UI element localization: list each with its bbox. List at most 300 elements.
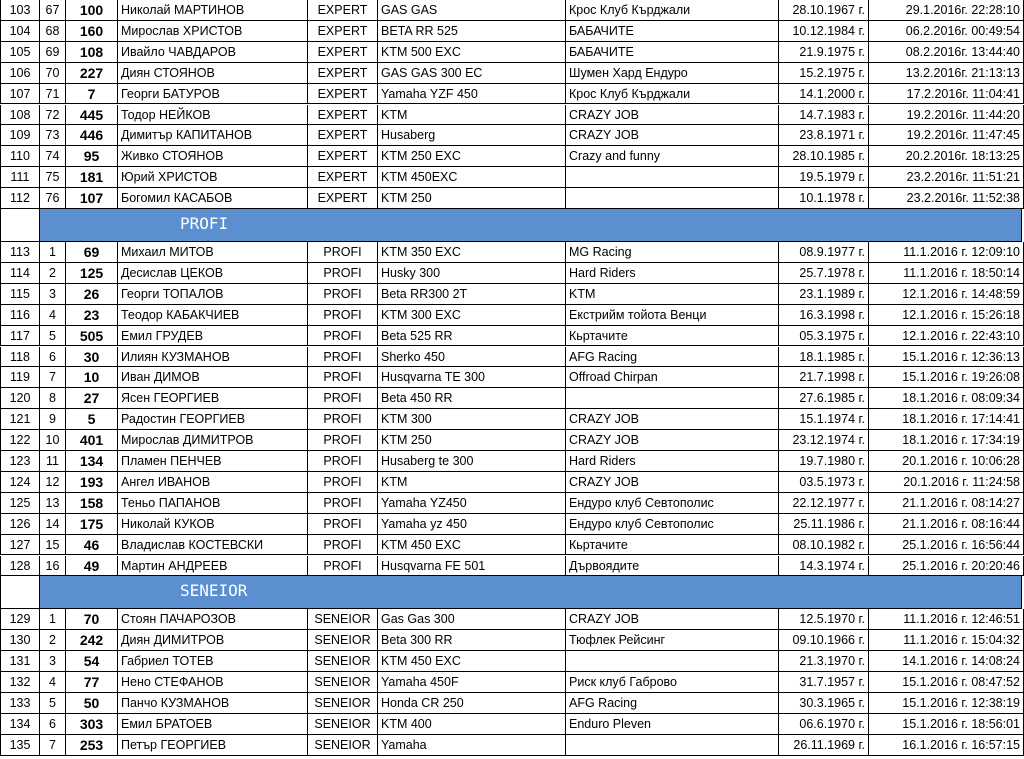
rider-name-cell: Георги ТОПАЛОВ (118, 284, 308, 305)
team-cell (566, 735, 779, 756)
registration-time-cell: 19.2.2016г. 11:47:45 (869, 125, 1024, 146)
rider-name-cell: Диян ДИМИТРОВ (118, 630, 308, 651)
team-cell: Тюфлек Рейсинг (566, 630, 779, 651)
class-name-cell: PROFI (308, 388, 378, 409)
class-position-cell: 1 (40, 609, 66, 630)
class-name-cell: SENEIOR (308, 714, 378, 735)
registration-time-cell: 14.1.2016 г. 14:08:24 (869, 651, 1024, 672)
row-number-cell: 111 (0, 167, 40, 188)
class-name-cell: SENEIOR (308, 735, 378, 756)
row-number-cell: 103 (0, 0, 40, 21)
class-position-cell: 5 (40, 326, 66, 347)
row-number-cell: 132 (0, 672, 40, 693)
class-position-cell: 15 (40, 535, 66, 556)
birth-date-cell: 27.6.1985 г. (779, 388, 869, 409)
team-cell: CRAZY JOB (566, 472, 779, 493)
class-name-cell: PROFI (308, 556, 378, 577)
team-cell: БАБАЧИТЕ (566, 42, 779, 63)
class-position-cell: 68 (40, 21, 66, 42)
team-cell: CRAZY JOB (566, 430, 779, 451)
class-name-cell: SENEIOR (308, 693, 378, 714)
row-number-cell: 110 (0, 146, 40, 167)
birth-date-cell: 31.7.1957 г. (779, 672, 869, 693)
table-row (0, 672, 1024, 693)
motorcycle-cell: Husqvarna FE 501 (378, 556, 566, 577)
motorcycle-cell: KTM 250 (378, 430, 566, 451)
rider-name-cell: Владислав КОСТЕВСКИ (118, 535, 308, 556)
class-name-cell: SENEIOR (308, 630, 378, 651)
team-cell: MG Racing (566, 242, 779, 263)
team-cell: Шумен Хард Ендуро (566, 63, 779, 84)
rider-name-cell: Юрий ХРИСТОВ (118, 167, 308, 188)
start-number-cell: 401 (66, 430, 118, 451)
class-name-cell: PROFI (308, 493, 378, 514)
registration-time-cell: 21.1.2016 г. 08:16:44 (869, 514, 1024, 535)
table-row (0, 0, 1024, 21)
start-number-cell: 95 (66, 146, 118, 167)
registration-time-cell: 06.2.2016г. 00:49:54 (869, 21, 1024, 42)
motorcycle-cell: Honda CR 250 (378, 693, 566, 714)
table-row (0, 430, 1024, 451)
team-cell: БАБАЧИТЕ (566, 21, 779, 42)
row-number-cell: 119 (0, 367, 40, 388)
start-number-cell: 100 (66, 0, 118, 21)
table-row (0, 735, 1024, 756)
motorcycle-cell: Yamaha (378, 735, 566, 756)
class-name-cell: EXPERT (308, 105, 378, 126)
motorcycle-cell: KTM 500 EXC (378, 42, 566, 63)
rider-name-cell: Нено СТЕФАНОВ (118, 672, 308, 693)
start-number-cell: 242 (66, 630, 118, 651)
class-position-cell: 75 (40, 167, 66, 188)
start-number-cell: 26 (66, 284, 118, 305)
rider-name-cell: Михаил МИТОВ (118, 242, 308, 263)
class-name-cell: PROFI (308, 451, 378, 472)
birth-date-cell: 28.10.1967 г. (779, 0, 869, 21)
rider-name-cell: Диян СТОЯНОВ (118, 63, 308, 84)
motorcycle-cell: GAS GAS (378, 0, 566, 21)
section-header-seneior (0, 576, 1024, 609)
start-number-cell: 158 (66, 493, 118, 514)
team-cell: Риск клуб Габрово (566, 672, 779, 693)
rider-name-cell: Емил ГРУДЕВ (118, 326, 308, 347)
birth-date-cell: 15.1.1974 г. (779, 409, 869, 430)
motorcycle-cell: KTM 250 EXC (378, 146, 566, 167)
class-position-cell: 3 (40, 284, 66, 305)
birth-date-cell: 19.5.1979 г. (779, 167, 869, 188)
team-cell: CRAZY JOB (566, 105, 779, 126)
birth-date-cell: 23.1.1989 г. (779, 284, 869, 305)
motorcycle-cell: KTM (378, 105, 566, 126)
table-row (0, 347, 1024, 368)
table-row (0, 556, 1024, 577)
class-position-cell: 76 (40, 188, 66, 209)
registration-time-cell: 23.2.2016г. 11:51:21 (869, 167, 1024, 188)
class-name-cell: PROFI (308, 326, 378, 347)
motorcycle-cell: KTM 250 (378, 188, 566, 209)
rider-name-cell: Теньо ПАПАНОВ (118, 493, 308, 514)
rider-name-cell: Мартин АНДРЕЕВ (118, 556, 308, 577)
rider-name-cell: Габриел ТОТЕВ (118, 651, 308, 672)
start-number-cell: 10 (66, 367, 118, 388)
table-row (0, 388, 1024, 409)
class-position-cell: 67 (40, 0, 66, 21)
motorcycle-cell: Beta 450 RR (378, 388, 566, 409)
class-name-cell: EXPERT (308, 146, 378, 167)
empty-cell (0, 209, 40, 242)
class-position-cell: 2 (40, 630, 66, 651)
table-row (0, 326, 1024, 347)
start-number-cell: 446 (66, 125, 118, 146)
motorcycle-cell: Husky 300 (378, 263, 566, 284)
class-position-cell: 4 (40, 672, 66, 693)
class-position-cell: 71 (40, 84, 66, 105)
row-number-cell: 130 (0, 630, 40, 651)
team-cell: Екстрийм тойота Венци (566, 305, 779, 326)
team-cell: Enduro Pleven (566, 714, 779, 735)
motorcycle-cell: GAS GAS 300 EC (378, 63, 566, 84)
row-number-cell: 124 (0, 472, 40, 493)
class-position-cell: 11 (40, 451, 66, 472)
birth-date-cell: 06.6.1970 г. (779, 714, 869, 735)
table-row (0, 714, 1024, 735)
rider-name-cell: Мирослав ХРИСТОВ (118, 21, 308, 42)
motorcycle-cell: Husaberg (378, 125, 566, 146)
class-position-cell: 72 (40, 105, 66, 126)
team-cell: CRAZY JOB (566, 125, 779, 146)
row-number-cell: 133 (0, 693, 40, 714)
rider-name-cell: Стоян ПАЧАРОЗОВ (118, 609, 308, 630)
rider-name-cell: Петър ГЕОРГИЕВ (118, 735, 308, 756)
motorcycle-cell: Yamaha YZF 450 (378, 84, 566, 105)
birth-date-cell: 21.3.1970 г. (779, 651, 869, 672)
start-number-cell: 49 (66, 556, 118, 577)
row-number-cell: 128 (0, 556, 40, 577)
class-position-cell: 10 (40, 430, 66, 451)
registration-time-cell: 12.1.2016 г. 14:48:59 (869, 284, 1024, 305)
team-cell: Hard Riders (566, 263, 779, 284)
row-number-cell: 121 (0, 409, 40, 430)
team-cell: Крос Клуб Кърджали (566, 0, 779, 21)
registration-time-cell: 11.1.2016 г. 12:46:51 (869, 609, 1024, 630)
birth-date-cell: 21.9.1975 г. (779, 42, 869, 63)
team-cell: CRAZY JOB (566, 409, 779, 430)
motorcycle-cell: KTM 450EXC (378, 167, 566, 188)
rider-name-cell: Богомил КАСАБОВ (118, 188, 308, 209)
row-number-cell: 114 (0, 263, 40, 284)
table-row (0, 472, 1024, 493)
rider-name-cell: Емил БРАТОЕВ (118, 714, 308, 735)
registration-time-cell: 18.1.2016 г. 17:34:19 (869, 430, 1024, 451)
table-row (0, 451, 1024, 472)
motorcycle-cell: KTM (378, 472, 566, 493)
row-number-cell: 112 (0, 188, 40, 209)
table-row (0, 609, 1024, 630)
class-name-cell: EXPERT (308, 125, 378, 146)
class-name-cell: SENEIOR (308, 651, 378, 672)
registration-time-cell: 20.1.2016 г. 10:06:28 (869, 451, 1024, 472)
class-name-cell: PROFI (308, 535, 378, 556)
motorcycle-cell: Husqvarna TE 300 (378, 367, 566, 388)
birth-date-cell: 14.7.1983 г. (779, 105, 869, 126)
registration-time-cell: 25.1.2016 г. 20:20:46 (869, 556, 1024, 577)
team-cell (566, 188, 779, 209)
row-number-cell: 108 (0, 105, 40, 126)
table-row (0, 242, 1024, 263)
table-row (0, 188, 1024, 209)
birth-date-cell: 08.10.1982 г. (779, 535, 869, 556)
birth-date-cell: 25.7.1978 г. (779, 263, 869, 284)
start-number-cell: 70 (66, 609, 118, 630)
start-number-cell: 54 (66, 651, 118, 672)
birth-date-cell: 30.3.1965 г. (779, 693, 869, 714)
row-number-cell: 135 (0, 735, 40, 756)
class-position-cell: 73 (40, 125, 66, 146)
table-row (0, 651, 1024, 672)
birth-date-cell: 25.11.1986 г. (779, 514, 869, 535)
class-name-cell: PROFI (308, 263, 378, 284)
start-number-cell: 77 (66, 672, 118, 693)
table-row (0, 42, 1024, 63)
registration-time-cell: 08.2.2016г. 13:44:40 (869, 42, 1024, 63)
team-cell: Hard Riders (566, 451, 779, 472)
start-number-cell: 227 (66, 63, 118, 84)
rider-name-cell: Живко СТОЯНОВ (118, 146, 308, 167)
rider-name-cell: Панчо КУЗМАНОВ (118, 693, 308, 714)
class-position-cell: 16 (40, 556, 66, 577)
class-name-cell: PROFI (308, 305, 378, 326)
registration-time-cell: 20.2.2016г. 18:13:25 (869, 146, 1024, 167)
class-name-cell: PROFI (308, 242, 378, 263)
class-name-cell: SENEIOR (308, 672, 378, 693)
class-name-cell: PROFI (308, 284, 378, 305)
start-number-cell: 23 (66, 305, 118, 326)
row-number-cell: 122 (0, 430, 40, 451)
class-name-cell: EXPERT (308, 188, 378, 209)
class-name-cell: PROFI (308, 472, 378, 493)
registration-time-cell: 19.2.2016г. 11:44:20 (869, 105, 1024, 126)
class-position-cell: 9 (40, 409, 66, 430)
registration-time-cell: 12.1.2016 г. 22:43:10 (869, 326, 1024, 347)
start-number-cell: 27 (66, 388, 118, 409)
table-row (0, 63, 1024, 84)
empty-cell (0, 576, 40, 609)
row-number-cell: 107 (0, 84, 40, 105)
rider-name-cell: Ангел ИВАНОВ (118, 472, 308, 493)
start-number-cell: 30 (66, 347, 118, 368)
class-position-cell: 4 (40, 305, 66, 326)
registration-time-cell: 15.1.2016 г. 18:56:01 (869, 714, 1024, 735)
row-number-cell: 117 (0, 326, 40, 347)
class-position-cell: 6 (40, 347, 66, 368)
section-label: PROFI (40, 209, 1022, 242)
registration-time-cell: 15.1.2016 г. 12:36:13 (869, 347, 1024, 368)
registration-time-cell: 11.1.2016 г. 12:09:10 (869, 242, 1024, 263)
class-position-cell: 70 (40, 63, 66, 84)
start-number-cell: 505 (66, 326, 118, 347)
rider-name-cell: Николай МАРТИНОВ (118, 0, 308, 21)
table-row (0, 263, 1024, 284)
motorcycle-cell: Sherko 450 (378, 347, 566, 368)
class-name-cell: SENEIOR (308, 609, 378, 630)
birth-date-cell: 03.5.1973 г. (779, 472, 869, 493)
class-name-cell: EXPERT (308, 21, 378, 42)
team-cell: Кьртачите (566, 326, 779, 347)
team-cell: AFG Racing (566, 347, 779, 368)
start-number-cell: 193 (66, 472, 118, 493)
birth-date-cell: 08.9.1977 г. (779, 242, 869, 263)
team-cell: CRAZY JOB (566, 609, 779, 630)
row-number-cell: 113 (0, 242, 40, 263)
rider-name-cell: Тодор НЕЙКОВ (118, 105, 308, 126)
motorcycle-cell: Yamaha YZ450 (378, 493, 566, 514)
class-name-cell: PROFI (308, 514, 378, 535)
motorcycle-cell: KTM 450 EXC (378, 651, 566, 672)
birth-date-cell: 16.3.1998 г. (779, 305, 869, 326)
rider-name-cell: Радостин ГЕОРГИЕВ (118, 409, 308, 430)
class-position-cell: 2 (40, 263, 66, 284)
start-number-cell: 160 (66, 21, 118, 42)
section-label: SENEIOR (40, 576, 1022, 609)
team-cell: KTM (566, 284, 779, 305)
class-name-cell: EXPERT (308, 167, 378, 188)
table-row (0, 284, 1024, 305)
birth-date-cell: 28.10.1985 г. (779, 146, 869, 167)
team-cell: Дървоядите (566, 556, 779, 577)
birth-date-cell: 26.11.1969 г. (779, 735, 869, 756)
class-position-cell: 74 (40, 146, 66, 167)
team-cell (566, 651, 779, 672)
row-number-cell: 115 (0, 284, 40, 305)
table-row (0, 693, 1024, 714)
class-position-cell: 69 (40, 42, 66, 63)
rider-name-cell: Мирослав ДИМИТРОВ (118, 430, 308, 451)
rider-name-cell: Георги БАТУРОВ (118, 84, 308, 105)
start-number-cell: 69 (66, 242, 118, 263)
registration-time-cell: 15.1.2016 г. 08:47:52 (869, 672, 1024, 693)
registration-time-cell: 18.1.2016 г. 17:14:41 (869, 409, 1024, 430)
class-position-cell: 13 (40, 493, 66, 514)
motorcycle-cell: Yamaha 450F (378, 672, 566, 693)
row-number-cell: 109 (0, 125, 40, 146)
class-name-cell: EXPERT (308, 63, 378, 84)
registration-time-cell: 18.1.2016 г. 08:09:34 (869, 388, 1024, 409)
row-number-cell: 104 (0, 21, 40, 42)
class-position-cell: 7 (40, 735, 66, 756)
registration-time-cell: 15.1.2016 г. 12:38:19 (869, 693, 1024, 714)
motorcycle-cell: Husaberg te 300 (378, 451, 566, 472)
motorcycle-cell: KTM 450 EXC (378, 535, 566, 556)
registration-time-cell: 21.1.2016 г. 08:14:27 (869, 493, 1024, 514)
team-cell: AFG Racing (566, 693, 779, 714)
birth-date-cell: 21.7.1998 г. (779, 367, 869, 388)
registration-time-cell: 13.2.2016г. 21:13:13 (869, 63, 1024, 84)
birth-date-cell: 23.8.1971 г. (779, 125, 869, 146)
motorcycle-cell: KTM 300 EXC (378, 305, 566, 326)
class-position-cell: 14 (40, 514, 66, 535)
registration-time-cell: 20.1.2016 г. 11:24:58 (869, 472, 1024, 493)
birth-date-cell: 09.10.1966 г. (779, 630, 869, 651)
motorcycle-cell: Gas Gas 300 (378, 609, 566, 630)
birth-date-cell: 19.7.1980 г. (779, 451, 869, 472)
motorcycle-cell: KTM 350 EXC (378, 242, 566, 263)
row-number-cell: 116 (0, 305, 40, 326)
start-number-cell: 50 (66, 693, 118, 714)
registration-time-cell: 16.1.2016 г. 16:57:15 (869, 735, 1024, 756)
row-number-cell: 105 (0, 42, 40, 63)
start-number-cell: 303 (66, 714, 118, 735)
start-number-cell: 445 (66, 105, 118, 126)
table-row (0, 409, 1024, 430)
birth-date-cell: 23.12.1974 г. (779, 430, 869, 451)
class-name-cell: EXPERT (308, 84, 378, 105)
registration-time-cell: 29.1.2016г. 22:28:10 (869, 0, 1024, 21)
table-row (0, 125, 1024, 146)
registration-time-cell: 15.1.2016 г. 19:26:08 (869, 367, 1024, 388)
birth-date-cell: 18.1.1985 г. (779, 347, 869, 368)
row-number-cell: 125 (0, 493, 40, 514)
birth-date-cell: 05.3.1975 г. (779, 326, 869, 347)
birth-date-cell: 12.5.1970 г. (779, 609, 869, 630)
team-cell: Offroad Chirpan (566, 367, 779, 388)
team-cell (566, 167, 779, 188)
rider-name-cell: Пламен ПЕНЧЕВ (118, 451, 308, 472)
rider-name-cell: Десислав ЦЕКОВ (118, 263, 308, 284)
table-row (0, 21, 1024, 42)
row-number-cell: 127 (0, 535, 40, 556)
team-cell: Crazy and funny (566, 146, 779, 167)
table-row (0, 630, 1024, 651)
start-number-cell: 125 (66, 263, 118, 284)
motorcycle-cell: Beta RR300 2T (378, 284, 566, 305)
motorcycle-cell: BETA RR 525 (378, 21, 566, 42)
table-row (0, 493, 1024, 514)
registration-time-cell: 23.2.2016г. 11:52:38 (869, 188, 1024, 209)
class-name-cell: PROFI (308, 430, 378, 451)
motorcycle-cell: Beta 300 RR (378, 630, 566, 651)
class-position-cell: 6 (40, 714, 66, 735)
registration-time-cell: 12.1.2016 г. 15:26:18 (869, 305, 1024, 326)
class-position-cell: 12 (40, 472, 66, 493)
class-position-cell: 8 (40, 388, 66, 409)
start-number-cell: 175 (66, 514, 118, 535)
row-number-cell: 126 (0, 514, 40, 535)
rider-name-cell: Николай КУКОВ (118, 514, 308, 535)
registration-time-cell: 11.1.2016 г. 18:50:14 (869, 263, 1024, 284)
birth-date-cell: 22.12.1977 г. (779, 493, 869, 514)
start-number-cell: 7 (66, 84, 118, 105)
class-name-cell: PROFI (308, 409, 378, 430)
start-number-cell: 134 (66, 451, 118, 472)
birth-date-cell: 15.2.1975 г. (779, 63, 869, 84)
registration-time-cell: 17.2.2016г. 11:04:41 (869, 84, 1024, 105)
class-position-cell: 1 (40, 242, 66, 263)
row-number-cell: 134 (0, 714, 40, 735)
registration-time-cell: 11.1.2016 г. 15:04:32 (869, 630, 1024, 651)
rider-name-cell: Иван ДИМОВ (118, 367, 308, 388)
team-cell: Ендуро клуб Севтополис (566, 493, 779, 514)
rider-name-cell: Димитър КАПИТАНОВ (118, 125, 308, 146)
class-position-cell: 5 (40, 693, 66, 714)
motorcycle-cell: Beta 525 RR (378, 326, 566, 347)
row-number-cell: 118 (0, 347, 40, 368)
row-number-cell: 123 (0, 451, 40, 472)
table-row (0, 84, 1024, 105)
rider-name-cell: Илиян КУЗМАНОВ (118, 347, 308, 368)
start-number-cell: 107 (66, 188, 118, 209)
start-number-cell: 46 (66, 535, 118, 556)
birth-date-cell: 10.12.1984 г. (779, 21, 869, 42)
